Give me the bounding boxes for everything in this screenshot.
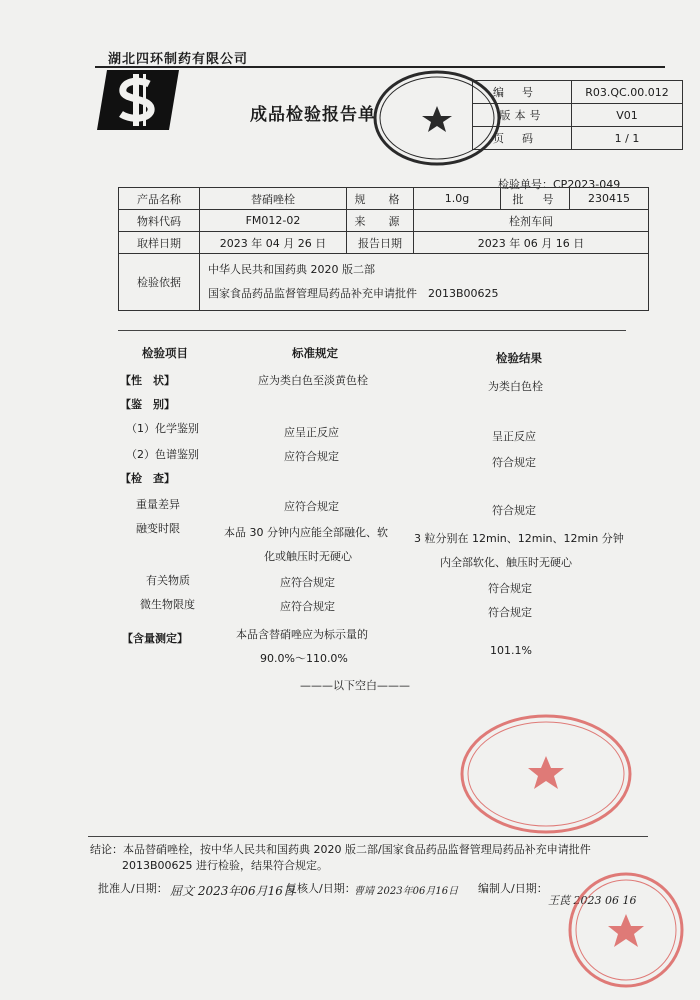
inspection-stamp-dark — [372, 68, 502, 168]
batch-value: 230415 — [570, 188, 649, 210]
result-assay: 101.1% — [490, 644, 532, 657]
section-rule — [118, 330, 626, 331]
code-row — [473, 104, 683, 127]
info-row — [119, 254, 649, 311]
spec-value: 1.0g — [414, 188, 501, 210]
column-header-result: 检验结果 — [496, 351, 542, 365]
report-title: 成品检验报告单 — [250, 105, 376, 125]
approver-label: 批准人/日期： — [98, 882, 168, 895]
basis-line: 中华人民共和国药典 2020 版二部 — [208, 263, 375, 276]
product-name: 替硝唑栓 — [200, 188, 347, 210]
conclusion-line: 2013B00625 进行检验，结果符合规定。 — [122, 859, 329, 872]
compiler-signature: 王苠 2023 06 16 — [548, 894, 637, 907]
result-melting-time-2: 内全部软化、触压时无硬心 — [440, 556, 572, 569]
standard-appearance: 应为类白色至淡黄色栓 — [258, 374, 368, 387]
column-header-item: 检验项目 — [142, 346, 188, 360]
report-date: 2023 年 06 月 16 日 — [414, 232, 649, 254]
code-row — [473, 81, 683, 104]
column-header-standard: 标准规定 — [292, 346, 338, 360]
batch-label: 批 号 — [501, 188, 570, 210]
compiler-label: 编制人/日期： — [478, 882, 548, 895]
approver-signature: 屈文 2023年06月16日 — [170, 884, 295, 898]
standard-microbial-limit: 应符合规定 — [280, 600, 335, 613]
code-label: 编号 — [473, 81, 572, 104]
code-label: 页码 — [473, 127, 572, 150]
inspection-stamp-red — [458, 712, 634, 836]
product-info-table — [118, 187, 649, 311]
item-microbial-limit: 微生物限度 — [140, 598, 195, 611]
result-related-substances: 符合规定 — [488, 582, 532, 595]
report-date-label: 报告日期 — [347, 232, 414, 254]
item-appearance: 【性 状】 — [120, 374, 175, 387]
code-value: R03.QC.00.012 — [572, 81, 683, 104]
info-row — [119, 232, 649, 254]
blank-below-marker: ———以下空白——— — [300, 679, 410, 692]
basis-label: 检验依据 — [119, 254, 200, 311]
standard-assay-2: 90.0%～110.0% — [260, 652, 348, 665]
source-label: 来 源 — [347, 210, 414, 232]
code-row — [473, 127, 683, 150]
item-weight-variation: 重量差异 — [136, 498, 180, 511]
quality-stamp-red — [566, 870, 686, 990]
code-label: 版本号 — [473, 104, 572, 127]
item-melting-time: 融变时限 — [136, 522, 180, 535]
standard-chemical-id: 应呈正反应 — [284, 426, 339, 439]
document-code-table — [472, 80, 683, 150]
reviewer-label: 复核人/日期： — [286, 882, 356, 895]
standard-chromatography-id: 应符合规定 — [284, 450, 339, 463]
item-check: 【检 查】 — [120, 472, 175, 485]
conclusion-line: 结论：本品替硝唑栓，按中华人民共和国药典 2020 版二部/国家食品药品监督管理局药品补充申请批件 — [90, 843, 591, 856]
company-name: 湖北四环制药有限公司 — [108, 52, 249, 67]
basis-cell — [200, 254, 649, 311]
item-assay: 【含量测定】 — [122, 632, 188, 645]
sample-date-label: 取样日期 — [119, 232, 200, 254]
info-row — [119, 210, 649, 232]
standard-assay-1: 本品含替硝唑应为标示量的 — [236, 628, 368, 641]
item-related-substances: 有关物质 — [146, 574, 190, 587]
item-chromatography-id: （2）色谱鉴别 — [126, 448, 199, 461]
standard-related-substances: 应符合规定 — [280, 576, 335, 589]
result-microbial-limit: 符合规定 — [488, 606, 532, 619]
result-appearance: 为类白色栓 — [488, 380, 543, 393]
standard-melting-time-1: 本品 30 分钟内应能全部融化、软 — [224, 526, 388, 539]
source-value: 栓剂车间 — [414, 210, 649, 232]
company-logo — [97, 70, 179, 130]
standard-melting-time-2: 化或触压时无硬心 — [264, 550, 352, 563]
result-chemical-id: 呈正反应 — [492, 430, 536, 443]
result-weight-variation: 符合规定 — [492, 504, 536, 517]
result-chromatography-id: 符合规定 — [492, 456, 536, 469]
material-code: FM012-02 — [200, 210, 347, 232]
code-value: V01 — [572, 104, 683, 127]
info-row — [119, 188, 649, 210]
conclusion-rule — [88, 836, 648, 837]
product-name-label: 产品名称 — [119, 188, 200, 210]
basis-line: 国家食品药品监督管理局药品补充申请批件 2013B00625 — [208, 287, 499, 300]
inspection-number: 检验单号：CP2023-049 — [498, 178, 621, 191]
standard-weight-variation: 应符合规定 — [284, 500, 339, 513]
spec-label: 规 格 — [347, 188, 414, 210]
code-value: 1 / 1 — [572, 127, 683, 150]
item-identification: 【鉴 别】 — [120, 398, 175, 411]
item-chemical-id: （1）化学鉴别 — [126, 422, 199, 435]
sample-date: 2023 年 04 月 26 日 — [200, 232, 347, 254]
result-melting-time-1: 3 粒分别在 12min、12min、12min 分钟 — [414, 532, 624, 545]
reviewer-signature: 曹靖 2023年06月16日 — [354, 886, 459, 897]
material-code-label: 物料代码 — [119, 210, 200, 232]
